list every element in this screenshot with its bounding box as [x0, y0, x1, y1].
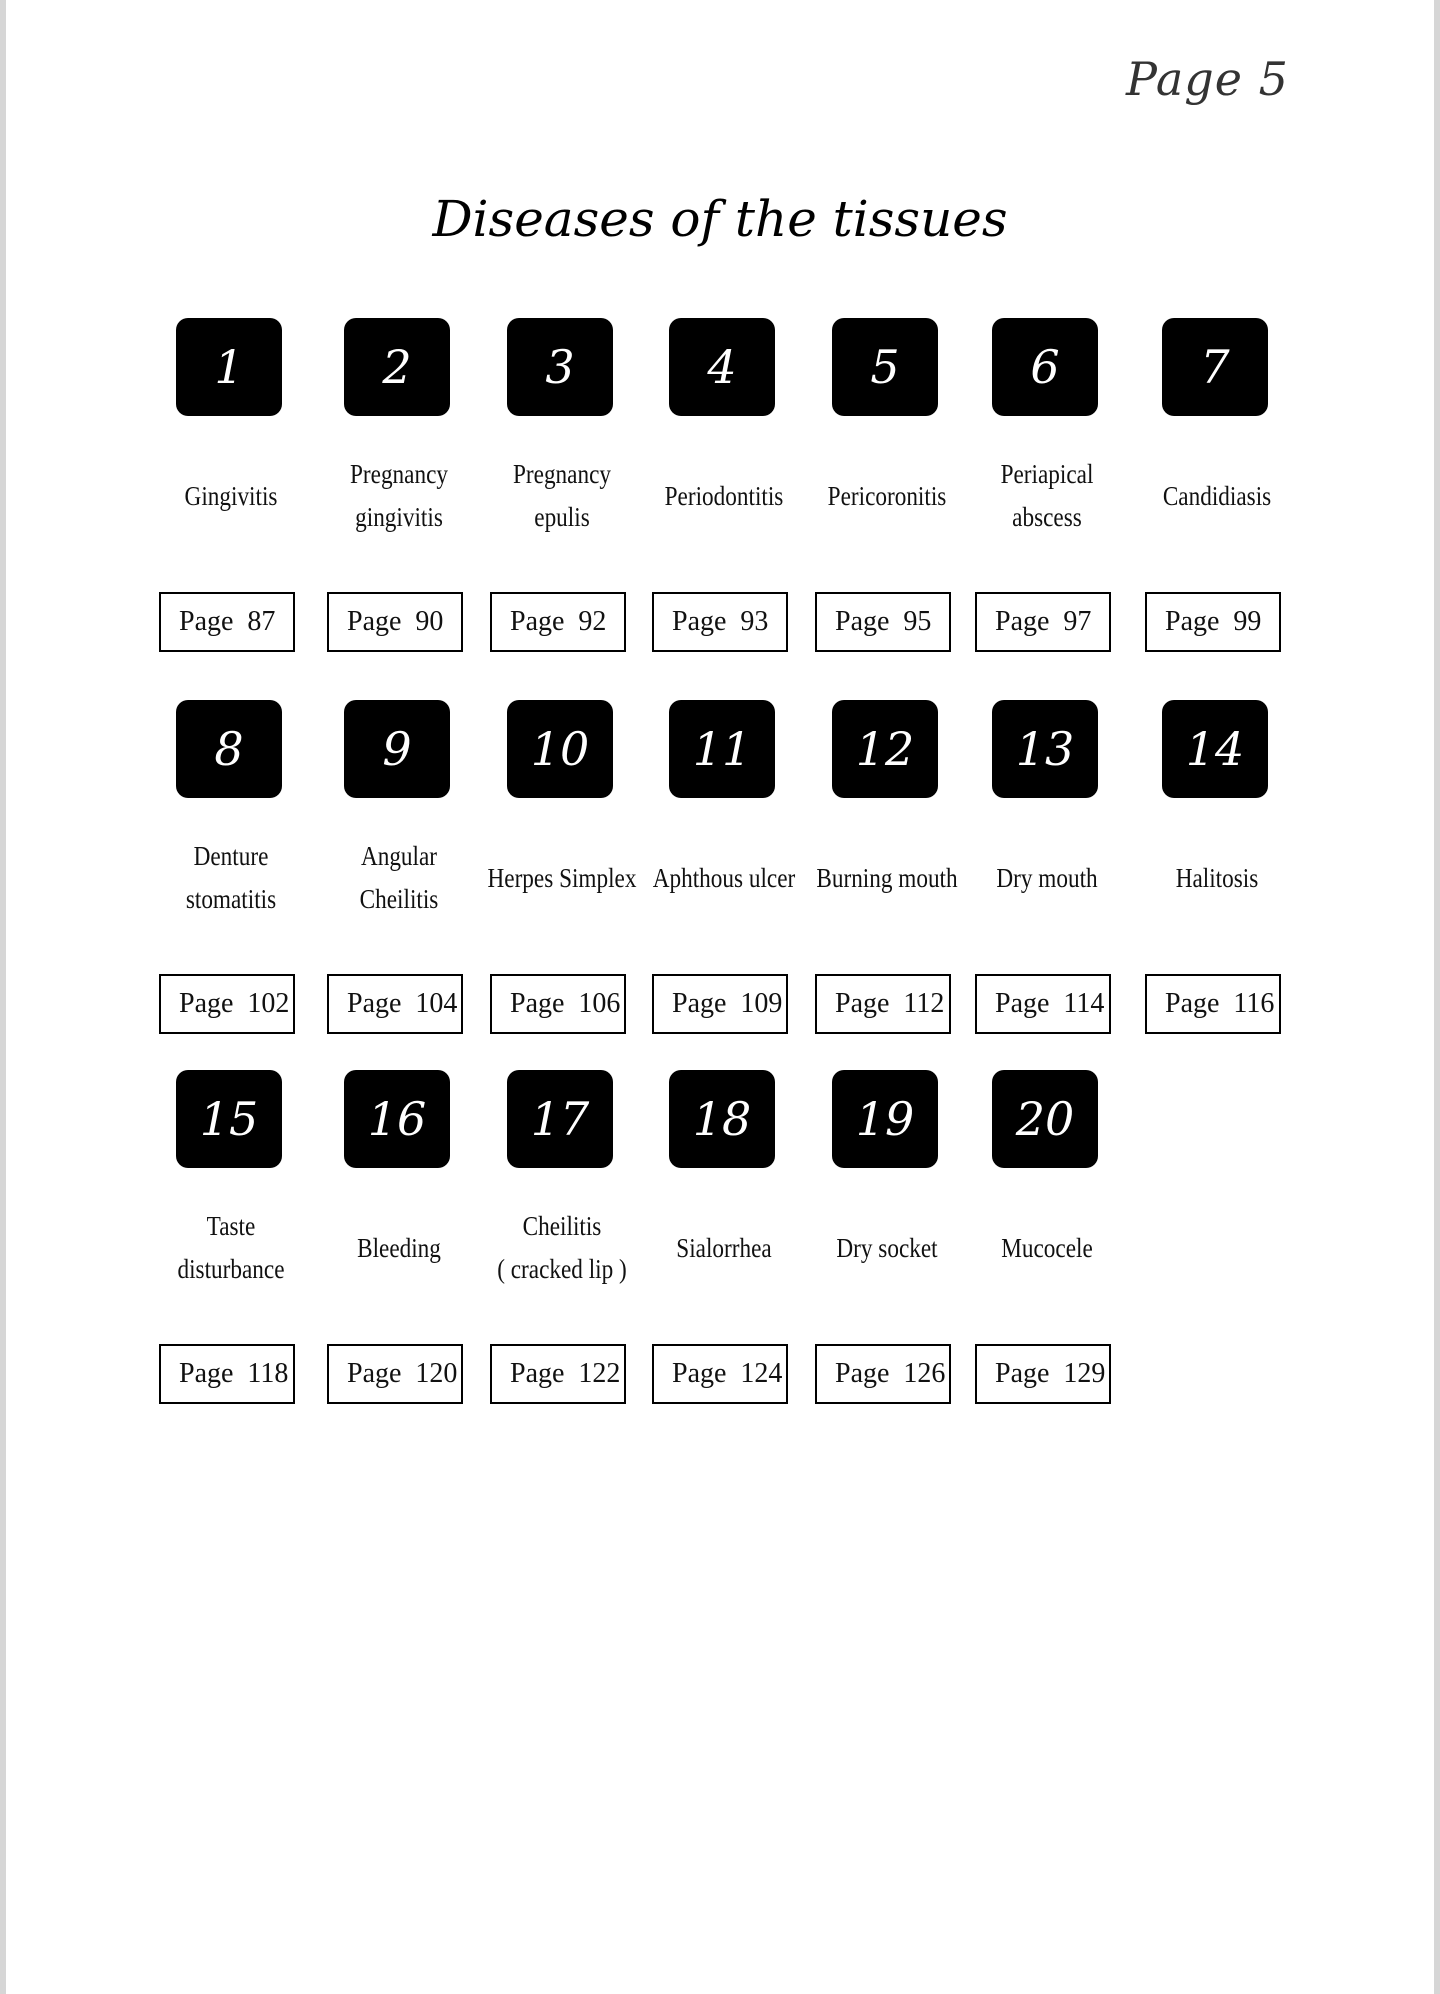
page-reference-box[interactable]: Page 122: [490, 1344, 626, 1404]
number-tile[interactable]: 12: [832, 700, 938, 798]
disease-name: [965, 436, 1128, 556]
page-reference-box[interactable]: Page 93: [652, 592, 788, 652]
page-reference-box[interactable]: Page 92: [490, 592, 626, 652]
disease-name-text: Pregnancy gingivitis: [349, 459, 449, 532]
disease-name-text: Halitosis: [1175, 862, 1259, 893]
number-tile[interactable]: 3: [507, 318, 613, 416]
disease-name-text: Dry socket: [836, 1232, 938, 1263]
number-tile[interactable]: 7: [1162, 318, 1268, 416]
disease-index-grid: [6, 0, 1434, 1994]
disease-row: [6, 1070, 1434, 1430]
disease-name-text: Denture stomatitis: [185, 841, 277, 914]
page-reference-box[interactable]: Page 90: [327, 592, 463, 652]
disease-name: [642, 436, 805, 556]
page-reference-box[interactable]: Page 106: [490, 974, 626, 1034]
disease-name-text: Periapical abscess: [1000, 459, 1094, 532]
page-reference-box[interactable]: Page 104: [327, 974, 463, 1034]
disease-name: [1135, 436, 1298, 556]
page-reference-box[interactable]: Page 120: [327, 1344, 463, 1404]
disease-name: [480, 1188, 643, 1308]
page-reference-box[interactable]: Page 109: [652, 974, 788, 1034]
disease-name-text: Burning mouth: [816, 862, 958, 893]
page-reference-box[interactable]: Page 129: [975, 1344, 1111, 1404]
disease-name: [965, 1188, 1128, 1308]
disease-name: [149, 818, 312, 938]
disease-name: [149, 436, 312, 556]
disease-name: [317, 436, 480, 556]
number-tile[interactable]: 19: [832, 1070, 938, 1168]
page-reference-box[interactable]: Page 126: [815, 1344, 951, 1404]
disease-name: [317, 1188, 480, 1308]
disease-name-text: Candidiasis: [1162, 480, 1272, 511]
disease-name-text: Bleeding: [357, 1232, 441, 1263]
disease-name: [965, 818, 1128, 938]
number-tile[interactable]: 1: [176, 318, 282, 416]
disease-name: [149, 1188, 312, 1308]
page-reference-box[interactable]: Page 97: [975, 592, 1111, 652]
number-tile[interactable]: 10: [507, 700, 613, 798]
disease-row: [6, 318, 1434, 678]
disease-name-text: Periodontitis: [664, 480, 784, 511]
page-number: Page 5: [1126, 52, 1289, 106]
page-reference-box[interactable]: Page 124: [652, 1344, 788, 1404]
disease-name: [642, 818, 805, 938]
disease-name: [480, 436, 643, 556]
number-tile[interactable]: 4: [669, 318, 775, 416]
disease-name-text: Mucocele: [1001, 1232, 1093, 1263]
disease-name-text: Pericoronitis: [827, 480, 947, 511]
number-tile[interactable]: 17: [507, 1070, 613, 1168]
document-page: [6, 0, 1434, 1994]
disease-name: [317, 818, 480, 938]
disease-name-text: Taste disturbance: [177, 1211, 285, 1284]
disease-name: [1135, 818, 1298, 938]
page-reference-box[interactable]: Page 112: [815, 974, 951, 1034]
disease-name-text: Pregnancy epulis: [512, 459, 612, 532]
disease-name: [642, 1188, 805, 1308]
number-tile[interactable]: 9: [344, 700, 450, 798]
disease-name-text: Cheilitis ( cracked lip ): [497, 1211, 627, 1284]
number-tile[interactable]: 5: [832, 318, 938, 416]
number-tile[interactable]: 6: [992, 318, 1098, 416]
number-tile[interactable]: 2: [344, 318, 450, 416]
page-reference-box[interactable]: Page 102: [159, 974, 295, 1034]
disease-name: [805, 818, 968, 938]
disease-name-text: Aphthous ulcer: [652, 862, 796, 893]
disease-name-text: Sialorrhea: [676, 1232, 772, 1263]
page-title: Diseases of the tissues: [432, 190, 1008, 248]
number-tile[interactable]: 11: [669, 700, 775, 798]
disease-name-text: Herpes Simplex: [487, 862, 637, 893]
page-reference-box[interactable]: Page 118: [159, 1344, 295, 1404]
number-tile[interactable]: 8: [176, 700, 282, 798]
page-reference-box[interactable]: Page 87: [159, 592, 295, 652]
number-tile[interactable]: 16: [344, 1070, 450, 1168]
disease-name-text: Dry mouth: [996, 862, 1098, 893]
page-reference-box[interactable]: Page 95: [815, 592, 951, 652]
disease-name-text: Gingivitis: [184, 480, 278, 511]
page-reference-box[interactable]: Page 99: [1145, 592, 1281, 652]
disease-row: [6, 700, 1434, 1060]
number-tile[interactable]: 18: [669, 1070, 775, 1168]
page-reference-box[interactable]: Page 116: [1145, 974, 1281, 1034]
number-tile[interactable]: 14: [1162, 700, 1268, 798]
number-tile[interactable]: 13: [992, 700, 1098, 798]
number-tile[interactable]: 20: [992, 1070, 1098, 1168]
disease-name-text: Angular Cheilitis: [359, 841, 439, 914]
number-tile[interactable]: 15: [176, 1070, 282, 1168]
page-reference-box[interactable]: Page 114: [975, 974, 1111, 1034]
disease-name: [805, 1188, 968, 1308]
disease-name: [480, 818, 643, 938]
disease-name: [805, 436, 968, 556]
